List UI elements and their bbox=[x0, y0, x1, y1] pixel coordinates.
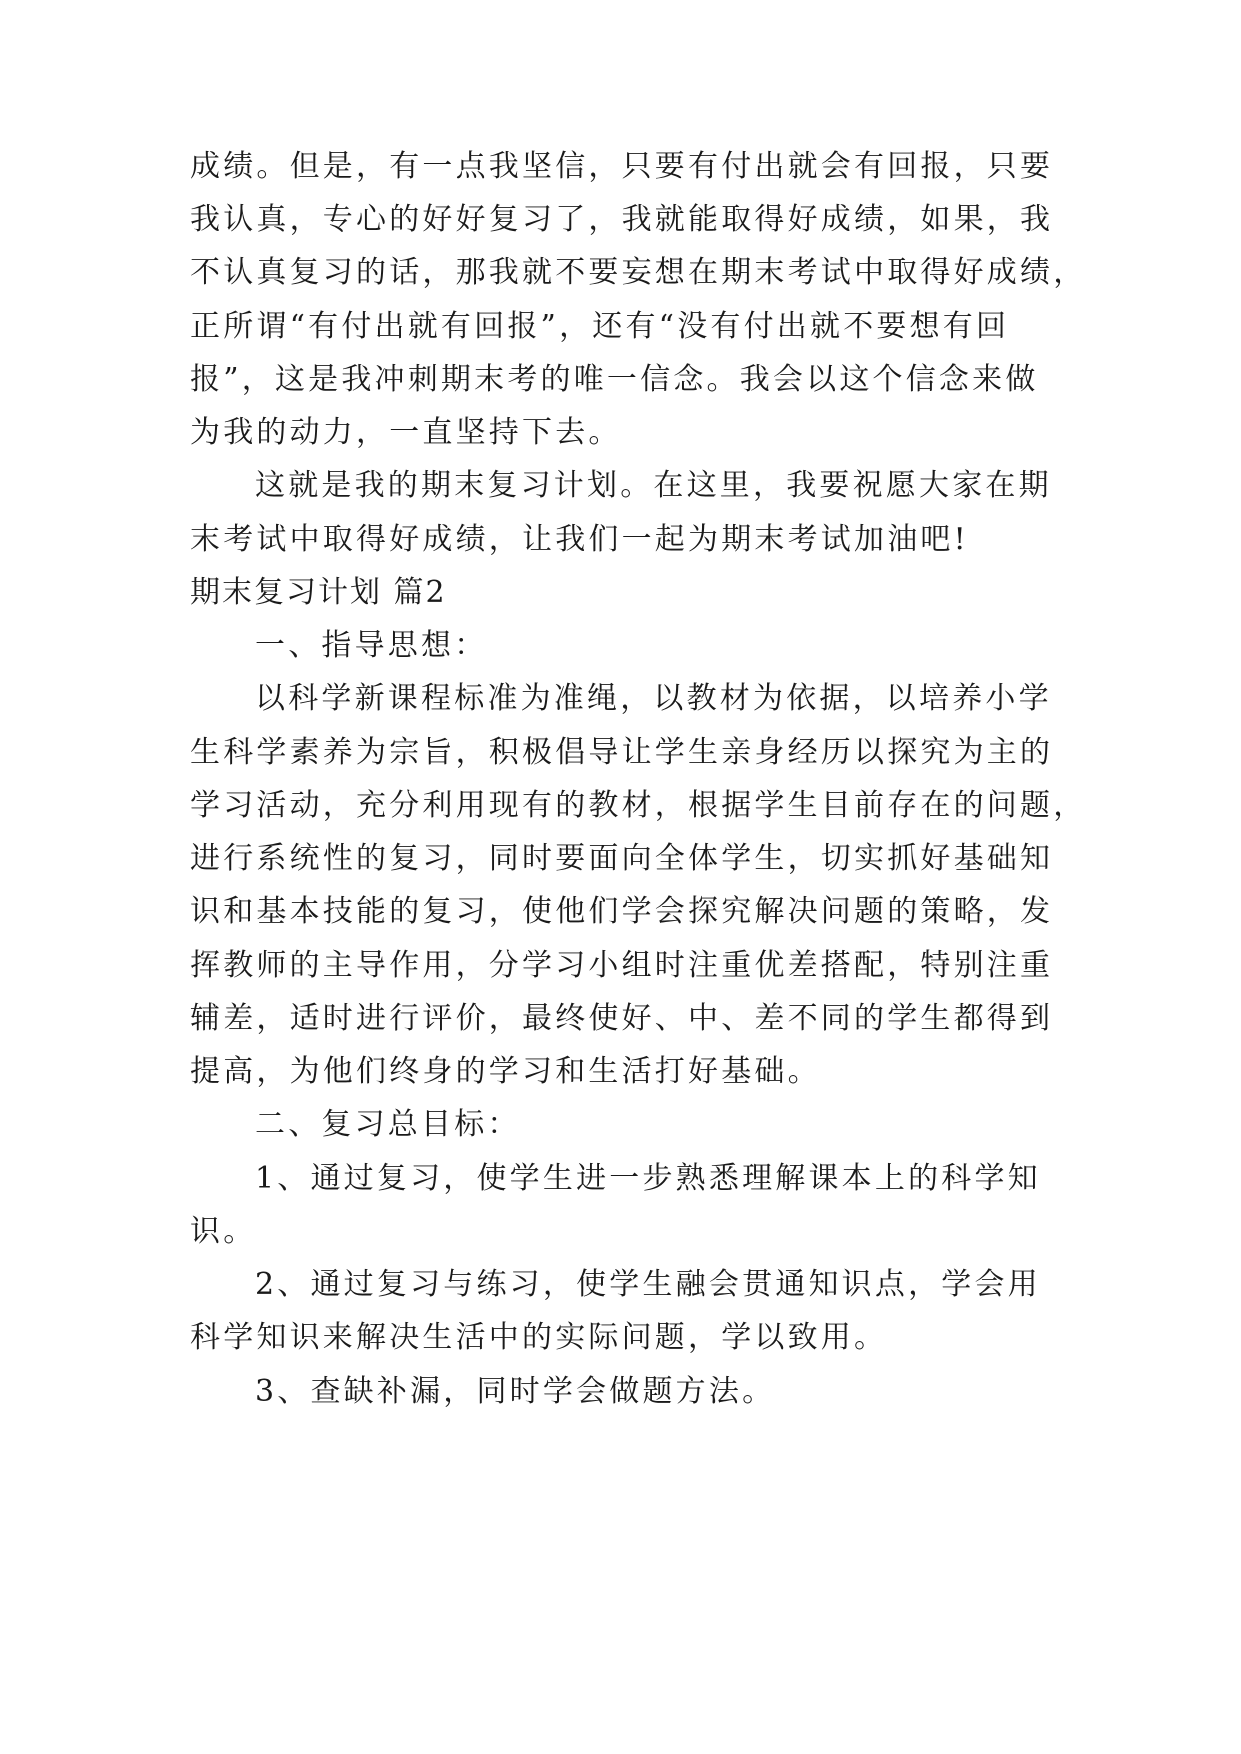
text-line: 这就是我的期末复习计划。在这里，我要祝愿大家在期 bbox=[255, 468, 1052, 503]
text-line: 1、通过复习，使学生进一步熟悉理解课本上的科学知 bbox=[255, 1161, 1041, 1196]
subsection-heading: 一、指导思想： bbox=[255, 628, 488, 663]
text-line: 以科学新课程标准为准绳，以教材为依据，以培养小学 bbox=[255, 681, 1052, 716]
text-line: 提高，为他们终身的学习和生活打好基础。 bbox=[190, 1054, 821, 1089]
text-line: 成绩。但是，有一点我坚信，只要有付出就会有回报，只要 bbox=[190, 149, 1054, 184]
text-line: 学习活动，充分利用现有的教材，根据学生目前存在的问题， bbox=[190, 788, 1087, 823]
text-line: 为我的动力，一直坚持下去。 bbox=[190, 415, 622, 450]
text-line: 识和基本技能的复习，使他们学会探究解决问题的策略，发 bbox=[190, 894, 1054, 929]
section-heading: 期末复习计划 篇2 bbox=[190, 575, 447, 610]
text-line: 不认真复习的话，那我就不要妄想在期末考试中取得好成绩， bbox=[190, 255, 1087, 290]
text-line: 3、查缺补漏，同时学会做题方法。 bbox=[255, 1374, 776, 1409]
text-line: 识。 bbox=[190, 1214, 257, 1249]
text-line: 报”，这是我冲刺期末考的唯一信念。我会以这个信念来做 bbox=[190, 362, 1039, 397]
text-line: 科学知识来解决生活中的实际问题，学以致用。 bbox=[190, 1320, 888, 1355]
text-line: 生科学素养为宗旨，积极倡导让学生亲身经历以探究为主的 bbox=[190, 735, 1054, 770]
text-line: 辅差，适时进行评价，最终使好、中、差不同的学生都得到 bbox=[190, 1001, 1054, 1036]
text-line: 我认真，专心的好好复习了，我就能取得好成绩，如果，我 bbox=[190, 202, 1054, 237]
text-line: 2、通过复习与练习，使学生融会贯通知识点，学会用 bbox=[255, 1267, 1041, 1302]
text-line: 进行系统性的复习，同时要面向全体学生，切实抓好基础知 bbox=[190, 841, 1054, 876]
text-line: 正所谓“有付出就有回报”，还有“没有付出就不要想有回 bbox=[190, 309, 1010, 344]
subsection-heading: 二、复习总目标： bbox=[255, 1107, 521, 1142]
text-line: 末考试中取得好成绩，让我们一起为期末考试加油吧! bbox=[190, 522, 969, 557]
text-line: 挥教师的主导作用，分学习小组时注重优差搭配，特别注重 bbox=[190, 948, 1054, 983]
